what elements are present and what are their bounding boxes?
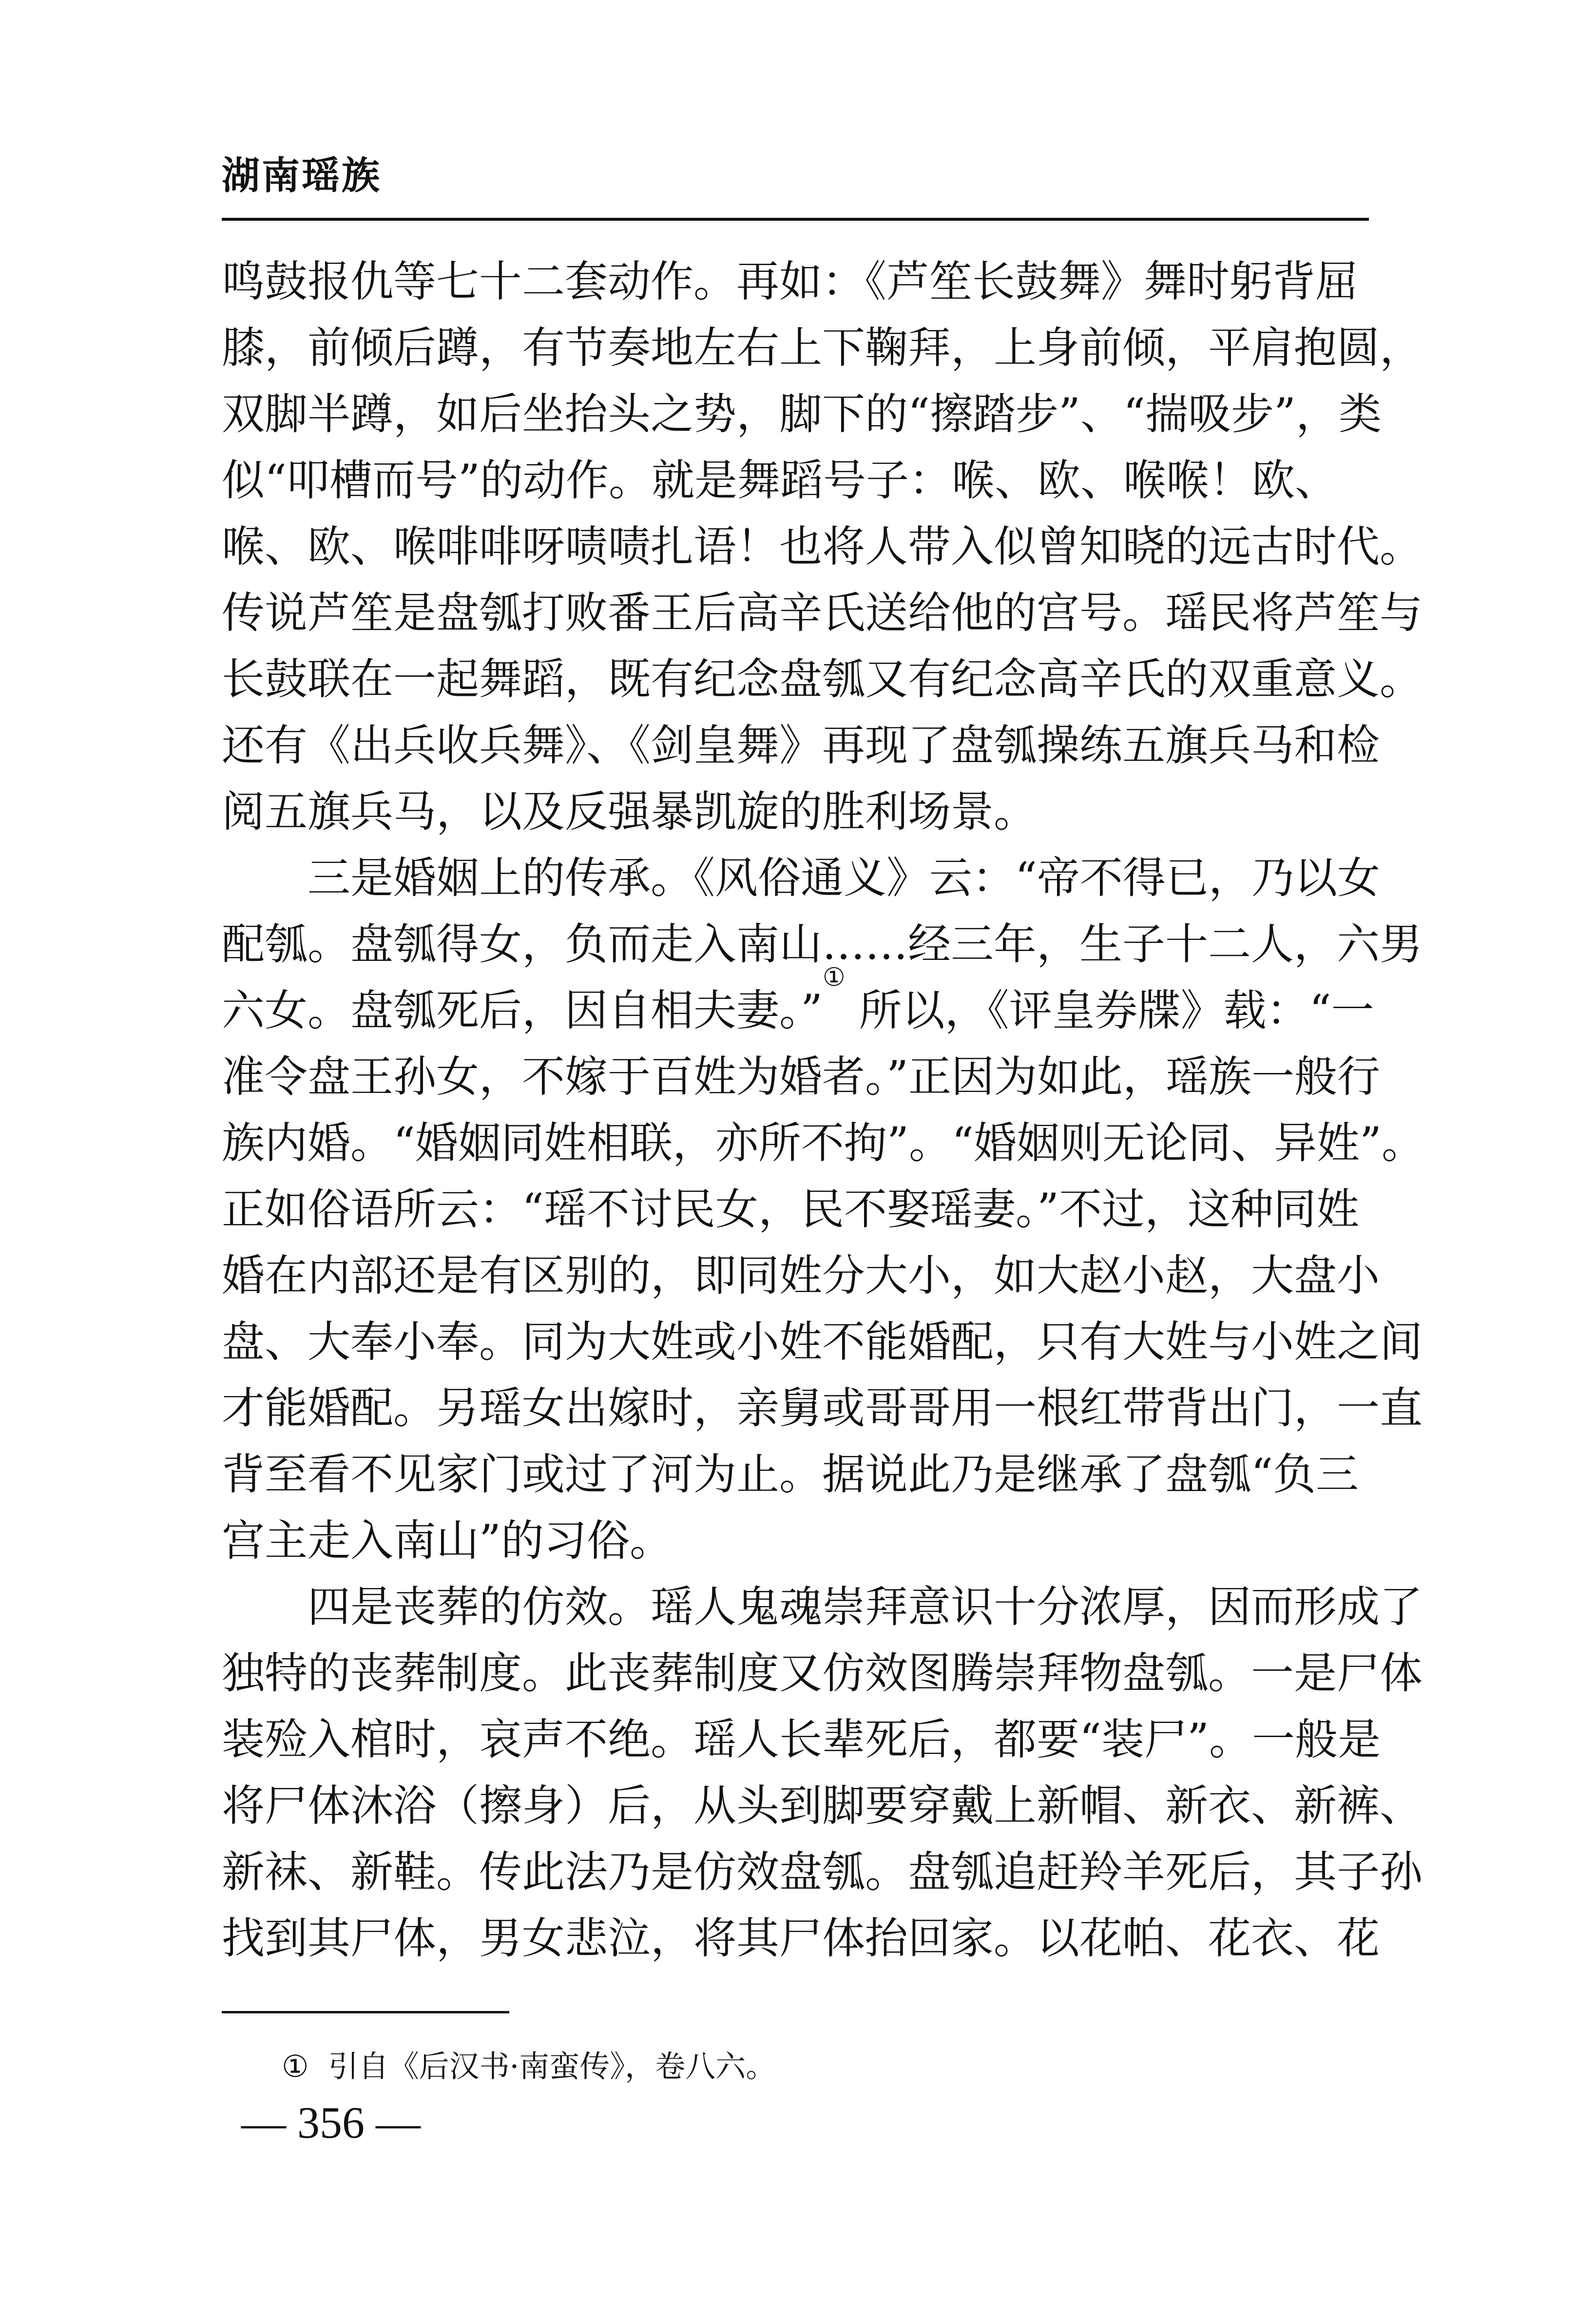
text-line: 婚在内部还是有区别的，即同姓分大小，如大赵小赵，大盘小 (222, 1250, 1380, 1301)
footnote-mark: ① (282, 2048, 309, 2084)
text-line: 才能婚配。另瑶女出嫁时，亲舅或哥哥用一根红带背出门，一直 (222, 1383, 1423, 1433)
text-line: 背至看不见家门或过了河为止。据说此乃是继承了盘瓠“负三 (222, 1449, 1359, 1499)
text-line: 三是婚姻上的传承。《风俗通义》云：“帝不得已，乃以女 (308, 853, 1380, 903)
text-line: 盘、大奉小奉。同为大姓或小姓不能婚配，只有大姓与小姓之间 (222, 1317, 1423, 1367)
text-line-with-footnote-ref (222, 963, 1374, 1044)
text-line: 准令盘王孙女，不嫁于百姓为婚者。”正因为如此，瑶族一般行 (222, 1052, 1380, 1102)
text-line: 新袜、新鞋。传此法乃是仿效盘瓠。盘瓠追赶羚羊死后，其子孙 (222, 1847, 1423, 1897)
text-line: 族内婚。“婚姻同姓相联，亦所不拘”。“婚姻则无论同、异姓”。 (222, 1118, 1424, 1168)
text-segment: 所以，《评皇券牒》载：“一 (845, 985, 1374, 1035)
text-line: 四是丧葬的仿效。瑶人鬼魂崇拜意识十分浓厚，因而形成了 (308, 1582, 1423, 1632)
footnote-text: 引自《后汉书·南蛮传》，卷八六。 (328, 2048, 776, 2084)
text-line: 鸣鼓报仇等七十二套动作。再如：《芦笙长鼓舞》舞时躬背屈 (222, 256, 1359, 306)
text-line: 配瓠。盘瓠得女，负而走入南山……经三年，生子十二人，六男 (222, 919, 1423, 969)
body-text (222, 249, 1424, 1971)
text-line: 独特的丧葬制度。此丧葬制度又仿效图腾崇拜物盘瓠。一是尸体 (222, 1648, 1423, 1698)
text-line: 阅五旗兵马，以及反强暴凯旋的胜利场景。 (222, 786, 1037, 837)
footnote-ref-mark: ① (823, 963, 846, 992)
header-rule (222, 218, 1369, 221)
text-line: 装殓入棺时，哀声不绝。瑶人长辈死后，都要“装尸”。一般是 (222, 1714, 1381, 1764)
text-line: 将尸体沐浴（擦身）后，从头到脚要穿戴上新帽、新衣、新裤、 (222, 1780, 1423, 1831)
text-line: 宫主走入南山”的习俗。 (222, 1515, 673, 1566)
footnote (282, 2048, 776, 2084)
footnote-rule (222, 2011, 509, 2013)
text-line: 找到其尸体，男女悲泣，将其尸体抬回家。以花帕、花衣、花 (222, 1913, 1380, 1963)
running-title: 湖南瑶族 (222, 154, 382, 198)
text-line: 还有《出兵收兵舞》、《剑皇舞》再现了盘瓠操练五旗兵马和检 (222, 720, 1380, 770)
text-segment: 六女。盘瓠死后，因自相夫妻。” (222, 985, 823, 1035)
text-line: 长鼓联在一起舞蹈，既有纪念盘瓠又有纪念高辛氏的双重意义。 (222, 654, 1423, 704)
page-number: — 356 — (241, 2098, 421, 2147)
text-line: 传说芦笙是盘瓠打败番王后高辛氏送给他的宫号。瑶民将芦笙与 (222, 588, 1423, 638)
text-line: 喉、欧、喉啡啡呀啧啧扎语！也将人带入似曾知晓的远古时代。 (222, 521, 1423, 572)
text-line: 双脚半蹲，如后坐抬头之势，脚下的“擦踏步”、“揣吸步”，类 (222, 389, 1382, 439)
text-line: 膝，前倾后蹲，有节奏地左右上下鞠拜，上身前倾，平肩抱圆， (222, 323, 1423, 373)
text-line: 正如俗语所云：“瑶不讨民女，民不娶瑶妻。”不过，这种同姓 (222, 1184, 1359, 1234)
text-line: 似“叩槽而号”的动作。就是舞蹈号子：喉、欧、喉喉！欧、 (222, 455, 1338, 505)
